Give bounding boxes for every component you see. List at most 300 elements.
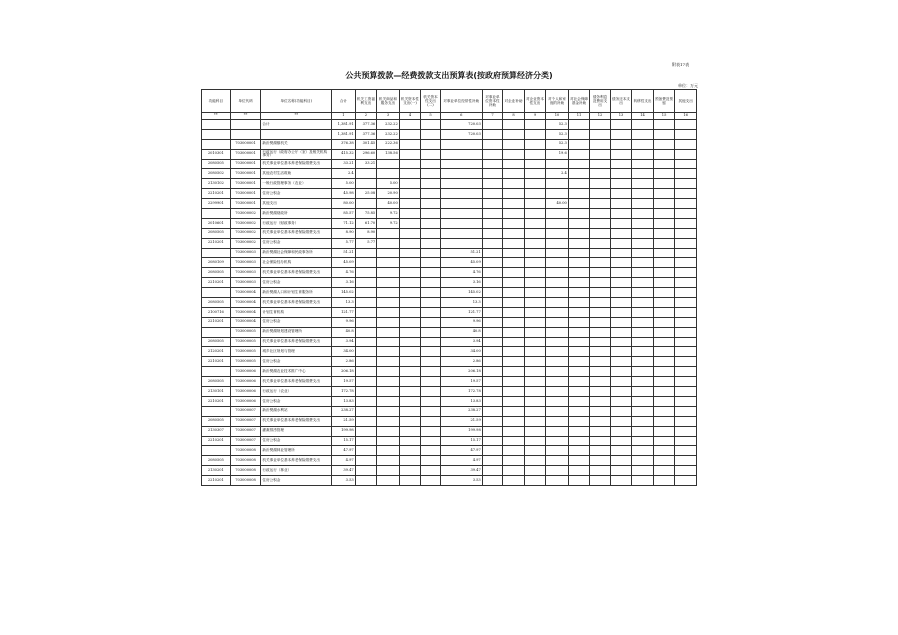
- amount-cell: [503, 446, 525, 456]
- amount-cell: [610, 327, 632, 337]
- amount-cell: [421, 238, 440, 248]
- amount-cell: [632, 367, 654, 377]
- amount-cell: [590, 120, 610, 130]
- unit-code-cell: 703000001: [230, 189, 261, 199]
- amount-cell: [610, 357, 632, 367]
- amount-cell: [675, 347, 697, 357]
- amount-cell: [590, 218, 610, 228]
- amount-cell: [355, 446, 377, 456]
- amount-cell: 40.00: [546, 199, 569, 209]
- amount-cell: [377, 327, 400, 337]
- column-index: 2: [355, 113, 377, 120]
- amount-cell: [524, 120, 546, 130]
- amount-cell: [653, 337, 675, 347]
- amount-cell: [675, 456, 697, 466]
- amount-cell: [377, 436, 400, 446]
- amount-cell: [590, 129, 610, 139]
- amount-cell: [653, 446, 675, 456]
- amount-cell: [399, 159, 421, 169]
- amount-cell: [503, 120, 525, 130]
- amount-cell: [399, 139, 421, 149]
- amount-cell: [355, 476, 377, 486]
- amount-cell: [421, 268, 440, 278]
- amount-cell: 13.83: [440, 396, 482, 406]
- table-row: [202, 387, 697, 397]
- amount-cell: [355, 268, 377, 278]
- amount-cell: [377, 238, 400, 248]
- amount-cell: [524, 209, 546, 219]
- amount-cell: [524, 129, 546, 139]
- table-row: [202, 466, 697, 476]
- table-index-row: [202, 113, 697, 120]
- amount-cell: 40.00: [377, 199, 400, 209]
- amount-cell: 238.27: [332, 406, 356, 416]
- amount-cell: [421, 120, 440, 130]
- amount-cell: [546, 406, 569, 416]
- amount-cell: [482, 218, 502, 228]
- function-code-cell: 2080505: [202, 416, 231, 426]
- amount-cell: [546, 298, 569, 308]
- table-row: [202, 169, 697, 179]
- amount-cell: [546, 159, 569, 169]
- amount-cell: [482, 149, 502, 159]
- amount-cell: [377, 416, 400, 426]
- amount-cell: 13.3: [332, 298, 356, 308]
- amount-cell: [568, 396, 590, 406]
- amount-cell: 222.36: [377, 139, 400, 149]
- amount-cell: [440, 218, 482, 228]
- unit-name-cell: 机关事业单位基本养老保险缴费支出: [261, 298, 332, 308]
- amount-cell: [399, 179, 421, 189]
- amount-cell: [632, 317, 654, 327]
- amount-cell: [482, 288, 502, 298]
- function-code-cell: [202, 139, 231, 149]
- amount-cell: [421, 248, 440, 258]
- amount-cell: [610, 238, 632, 248]
- amount-cell: [355, 466, 377, 476]
- amount-cell: [675, 466, 697, 476]
- amount-cell: 39.47: [440, 466, 482, 476]
- amount-cell: [675, 129, 697, 139]
- amount-cell: [568, 179, 590, 189]
- function-code-cell: 2130201: [202, 466, 231, 476]
- amount-cell: 21.59: [440, 416, 482, 426]
- table-row: [202, 189, 697, 199]
- amount-cell: [377, 288, 400, 298]
- amount-cell: [675, 307, 697, 317]
- function-code-cell: [202, 327, 231, 337]
- amount-cell: [590, 436, 610, 446]
- amount-cell: [546, 179, 569, 189]
- amount-cell: [355, 288, 377, 298]
- amount-cell: [377, 248, 400, 258]
- amount-cell: [377, 367, 400, 377]
- table-row: [202, 129, 697, 139]
- amount-cell: [568, 129, 590, 139]
- amount-cell: [632, 436, 654, 446]
- function-code-cell: 2210201: [202, 278, 231, 288]
- unit-code-cell: 703000004: [230, 307, 261, 317]
- amount-cell: [524, 288, 546, 298]
- column-index: 6: [440, 113, 482, 120]
- amount-cell: [355, 278, 377, 288]
- amount-cell: [524, 238, 546, 248]
- amount-cell: [421, 298, 440, 308]
- amount-cell: [632, 288, 654, 298]
- amount-cell: [675, 169, 697, 179]
- amount-cell: [675, 238, 697, 248]
- amount-cell: [546, 416, 569, 426]
- column-header: 对企业补助: [503, 90, 525, 113]
- amount-cell: [568, 436, 590, 446]
- column-index: **: [202, 113, 231, 120]
- function-code-cell: [202, 120, 231, 130]
- amount-cell: [590, 426, 610, 436]
- amount-cell: [482, 268, 502, 278]
- table-row: [202, 238, 697, 248]
- page-title: 公共预算拨款—经费拨款支出预算表(按政府预算经济分类): [345, 71, 553, 80]
- amount-cell: 199.98: [332, 426, 356, 436]
- amount-cell: [610, 347, 632, 357]
- amount-cell: [610, 367, 632, 377]
- unit-code-cell: 703000002: [230, 218, 261, 228]
- amount-cell: [610, 218, 632, 228]
- amount-cell: 9.96: [440, 317, 482, 327]
- amount-cell: [421, 347, 440, 357]
- amount-cell: [440, 139, 482, 149]
- unit-code-cell: 703000005: [230, 347, 261, 357]
- amount-cell: [590, 199, 610, 209]
- amount-cell: [546, 396, 569, 406]
- amount-cell: [675, 416, 697, 426]
- amount-cell: [546, 228, 569, 238]
- unit-code-cell: [230, 129, 261, 139]
- column-header: 机关资本性支出(一): [399, 90, 421, 113]
- table-row: [202, 406, 697, 416]
- unit-code-cell: 703000003: [230, 278, 261, 288]
- amount-cell: [590, 189, 610, 199]
- unit-code-cell: 703000003: [230, 248, 261, 258]
- amount-cell: [632, 476, 654, 486]
- column-index: 1: [332, 113, 356, 120]
- amount-cell: [546, 278, 569, 288]
- amount-cell: 415.32: [332, 149, 356, 159]
- amount-cell: [524, 367, 546, 377]
- column-header: 对事业单位经常性补助: [440, 90, 482, 113]
- column-index: 13: [610, 113, 632, 120]
- amount-cell: [653, 179, 675, 189]
- amount-cell: [377, 268, 400, 278]
- table-row: [202, 288, 697, 298]
- amount-cell: [546, 209, 569, 219]
- amount-cell: [399, 248, 421, 258]
- amount-cell: [399, 238, 421, 248]
- amount-cell: [590, 456, 610, 466]
- amount-cell: [653, 278, 675, 288]
- amount-cell: 40.8: [440, 327, 482, 337]
- unit-code-cell: 703000002: [230, 238, 261, 248]
- amount-cell: [503, 238, 525, 248]
- amount-cell: [675, 446, 697, 456]
- amount-cell: [421, 288, 440, 298]
- column-index: **: [230, 113, 261, 120]
- amount-cell: [377, 228, 400, 238]
- amount-cell: [440, 228, 482, 238]
- function-code-cell: 2080502: [202, 169, 231, 179]
- amount-cell: 2.4: [332, 169, 356, 179]
- amount-cell: [355, 377, 377, 387]
- amount-cell: [524, 199, 546, 209]
- amount-cell: [524, 337, 546, 347]
- table-row: [202, 416, 697, 426]
- amount-cell: [568, 278, 590, 288]
- amount-cell: [355, 298, 377, 308]
- amount-cell: 40.8: [332, 327, 356, 337]
- amount-cell: [503, 169, 525, 179]
- amount-cell: 21.59: [332, 416, 356, 426]
- table-header-row: [202, 90, 697, 113]
- amount-cell: [675, 139, 697, 149]
- amount-cell: [524, 169, 546, 179]
- amount-cell: 199.98: [440, 426, 482, 436]
- amount-cell: [355, 357, 377, 367]
- unit-code-cell: 703000002: [230, 228, 261, 238]
- amount-cell: [590, 209, 610, 219]
- amount-cell: [632, 228, 654, 238]
- unit-name-cell: 机关事业单位基本养老保险缴费支出: [261, 228, 332, 238]
- amount-cell: [610, 268, 632, 278]
- amount-cell: [610, 426, 632, 436]
- column-index: 12: [590, 113, 610, 120]
- unit-code-cell: 703000007: [230, 436, 261, 446]
- unit-name-cell: 机关事业单位基本养老保险缴费支出: [261, 337, 332, 347]
- unit-label: 单位：万元: [678, 83, 698, 88]
- column-header: 债务利息及费用支出: [590, 90, 610, 113]
- amount-cell: 52.3: [546, 139, 569, 149]
- amount-cell: [421, 357, 440, 367]
- amount-cell: [377, 317, 400, 327]
- amount-cell: [675, 268, 697, 278]
- amount-cell: [610, 120, 632, 130]
- amount-cell: [524, 426, 546, 436]
- amount-cell: [610, 387, 632, 397]
- amount-cell: [421, 456, 440, 466]
- amount-cell: [421, 317, 440, 327]
- amount-cell: [590, 268, 610, 278]
- amount-cell: [421, 406, 440, 416]
- amount-cell: 9.96: [332, 317, 356, 327]
- amount-cell: [675, 228, 697, 238]
- amount-cell: [482, 228, 502, 238]
- amount-cell: [632, 406, 654, 416]
- amount-cell: [568, 258, 590, 268]
- amount-cell: [568, 456, 590, 466]
- table-row: [202, 149, 697, 159]
- amount-cell: 61.70: [355, 218, 377, 228]
- amount-cell: 75.85: [355, 209, 377, 219]
- column-header: 对事业单位资本性补助: [482, 90, 502, 113]
- amount-cell: [675, 258, 697, 268]
- amount-cell: [653, 367, 675, 377]
- amount-cell: 19.57: [440, 377, 482, 387]
- amount-cell: [399, 456, 421, 466]
- amount-cell: [610, 377, 632, 387]
- amount-cell: [610, 189, 632, 199]
- amount-cell: [440, 199, 482, 209]
- amount-cell: [610, 278, 632, 288]
- amount-cell: [653, 218, 675, 228]
- amount-cell: [632, 446, 654, 456]
- amount-cell: 238.27: [440, 406, 482, 416]
- amount-cell: [524, 179, 546, 189]
- amount-cell: [399, 149, 421, 159]
- amount-cell: [524, 228, 546, 238]
- amount-cell: [482, 406, 502, 416]
- unit-name-cell: 计划生育机构: [261, 307, 332, 317]
- amount-cell: [421, 189, 440, 199]
- amount-cell: [503, 377, 525, 387]
- table-row: [202, 268, 697, 278]
- amount-cell: [399, 189, 421, 199]
- unit-code-cell: 703000008: [230, 456, 261, 466]
- unit-code-cell: [230, 120, 261, 130]
- amount-cell: 172.78: [332, 387, 356, 397]
- amount-cell: 1,381.91: [332, 129, 356, 139]
- amount-cell: 80.00: [332, 199, 356, 209]
- amount-cell: [568, 327, 590, 337]
- amount-cell: [590, 288, 610, 298]
- amount-cell: 20.90: [377, 189, 400, 199]
- amount-cell: [546, 476, 569, 486]
- amount-cell: [482, 476, 502, 486]
- amount-cell: [421, 426, 440, 436]
- amount-cell: [675, 387, 697, 397]
- amount-cell: 34.00: [332, 347, 356, 357]
- column-header: 转移性支出: [632, 90, 654, 113]
- unit-code-cell: 703000006: [230, 377, 261, 387]
- amount-cell: [421, 416, 440, 426]
- unit-code-cell: 703000007: [230, 416, 261, 426]
- column-header: 对社会保障基金补助: [568, 90, 590, 113]
- function-code-cell: [202, 209, 231, 219]
- amount-cell: [399, 426, 421, 436]
- amount-cell: 45.09: [332, 258, 356, 268]
- amount-cell: [653, 120, 675, 130]
- unit-name-cell: 行政运行（政府办公厅（室）及相关机构事务）: [261, 149, 332, 159]
- table-row: [202, 298, 697, 308]
- amount-cell: [482, 169, 502, 179]
- amount-cell: [590, 238, 610, 248]
- amount-cell: [482, 199, 502, 209]
- amount-cell: [421, 436, 440, 446]
- amount-cell: 19.6: [546, 149, 569, 159]
- amount-cell: [421, 149, 440, 159]
- unit-code-cell: 703000006: [230, 367, 261, 377]
- column-header: 机关商品和服务支出: [377, 90, 400, 113]
- function-code-cell: 2010601: [202, 218, 231, 228]
- table-row: [202, 159, 697, 169]
- amount-cell: [399, 288, 421, 298]
- unit-code-cell: 703000008: [230, 446, 261, 456]
- amount-cell: [482, 189, 502, 199]
- unit-name-cell: [261, 129, 332, 139]
- amount-cell: [632, 199, 654, 209]
- amount-cell: [399, 129, 421, 139]
- function-code-cell: 2210201: [202, 238, 231, 248]
- amount-cell: [421, 159, 440, 169]
- amount-cell: [546, 377, 569, 387]
- unit-code-cell: 703000003: [230, 268, 261, 278]
- column-index: 4: [399, 113, 421, 120]
- amount-cell: [421, 129, 440, 139]
- unit-name-cell: 行政运行（农业）: [261, 387, 332, 397]
- amount-cell: [590, 476, 610, 486]
- amount-cell: [524, 446, 546, 456]
- amount-cell: [377, 307, 400, 317]
- table-row: [202, 258, 697, 268]
- amount-cell: [568, 357, 590, 367]
- unit-name-cell: 新沂樊湖人口和计划生育服务所: [261, 288, 332, 298]
- table-row: [202, 278, 697, 288]
- column-header: 债务还本支出: [610, 90, 632, 113]
- amount-cell: 3.53: [332, 476, 356, 486]
- unit-code-cell: 703000001: [230, 199, 261, 209]
- amount-cell: [524, 189, 546, 199]
- amount-cell: [482, 426, 502, 436]
- amount-cell: [503, 209, 525, 219]
- amount-cell: 71.12: [332, 218, 356, 228]
- unit-code-cell: 703000001: [230, 139, 261, 149]
- amount-cell: [675, 337, 697, 347]
- amount-cell: [399, 446, 421, 456]
- amount-cell: [590, 139, 610, 149]
- amount-cell: [355, 347, 377, 357]
- amount-cell: [632, 298, 654, 308]
- amount-cell: [482, 416, 502, 426]
- column-header: 预备费及预留: [653, 90, 675, 113]
- amount-cell: [653, 169, 675, 179]
- table-row: [202, 307, 697, 317]
- amount-cell: [421, 139, 440, 149]
- unit-code-cell: 703000005: [230, 337, 261, 347]
- amount-cell: [632, 377, 654, 387]
- amount-cell: [546, 426, 569, 436]
- amount-cell: [524, 347, 546, 357]
- amount-cell: [503, 347, 525, 357]
- table-row: [202, 139, 697, 149]
- table-row: [202, 179, 697, 189]
- amount-cell: [482, 436, 502, 446]
- unit-code-cell: 703000006: [230, 396, 261, 406]
- amount-cell: 1,381.91: [332, 120, 356, 130]
- amount-cell: [653, 298, 675, 308]
- amount-cell: [482, 248, 502, 258]
- amount-cell: [355, 367, 377, 377]
- unit-name-cell: 行政运行（林业）: [261, 466, 332, 476]
- amount-cell: 15.17: [440, 436, 482, 446]
- column-header: 功能科目: [202, 90, 231, 113]
- amount-cell: [503, 199, 525, 209]
- table-row: [202, 436, 697, 446]
- unit-name-cell: 其他支出: [261, 199, 332, 209]
- amount-cell: [503, 179, 525, 189]
- table-row: [202, 347, 697, 357]
- amount-cell: [440, 189, 482, 199]
- amount-cell: [377, 169, 400, 179]
- unit-name-cell: 机关事业单位基本养老保险缴费支出: [261, 159, 332, 169]
- table-row: [202, 476, 697, 486]
- amount-cell: [653, 238, 675, 248]
